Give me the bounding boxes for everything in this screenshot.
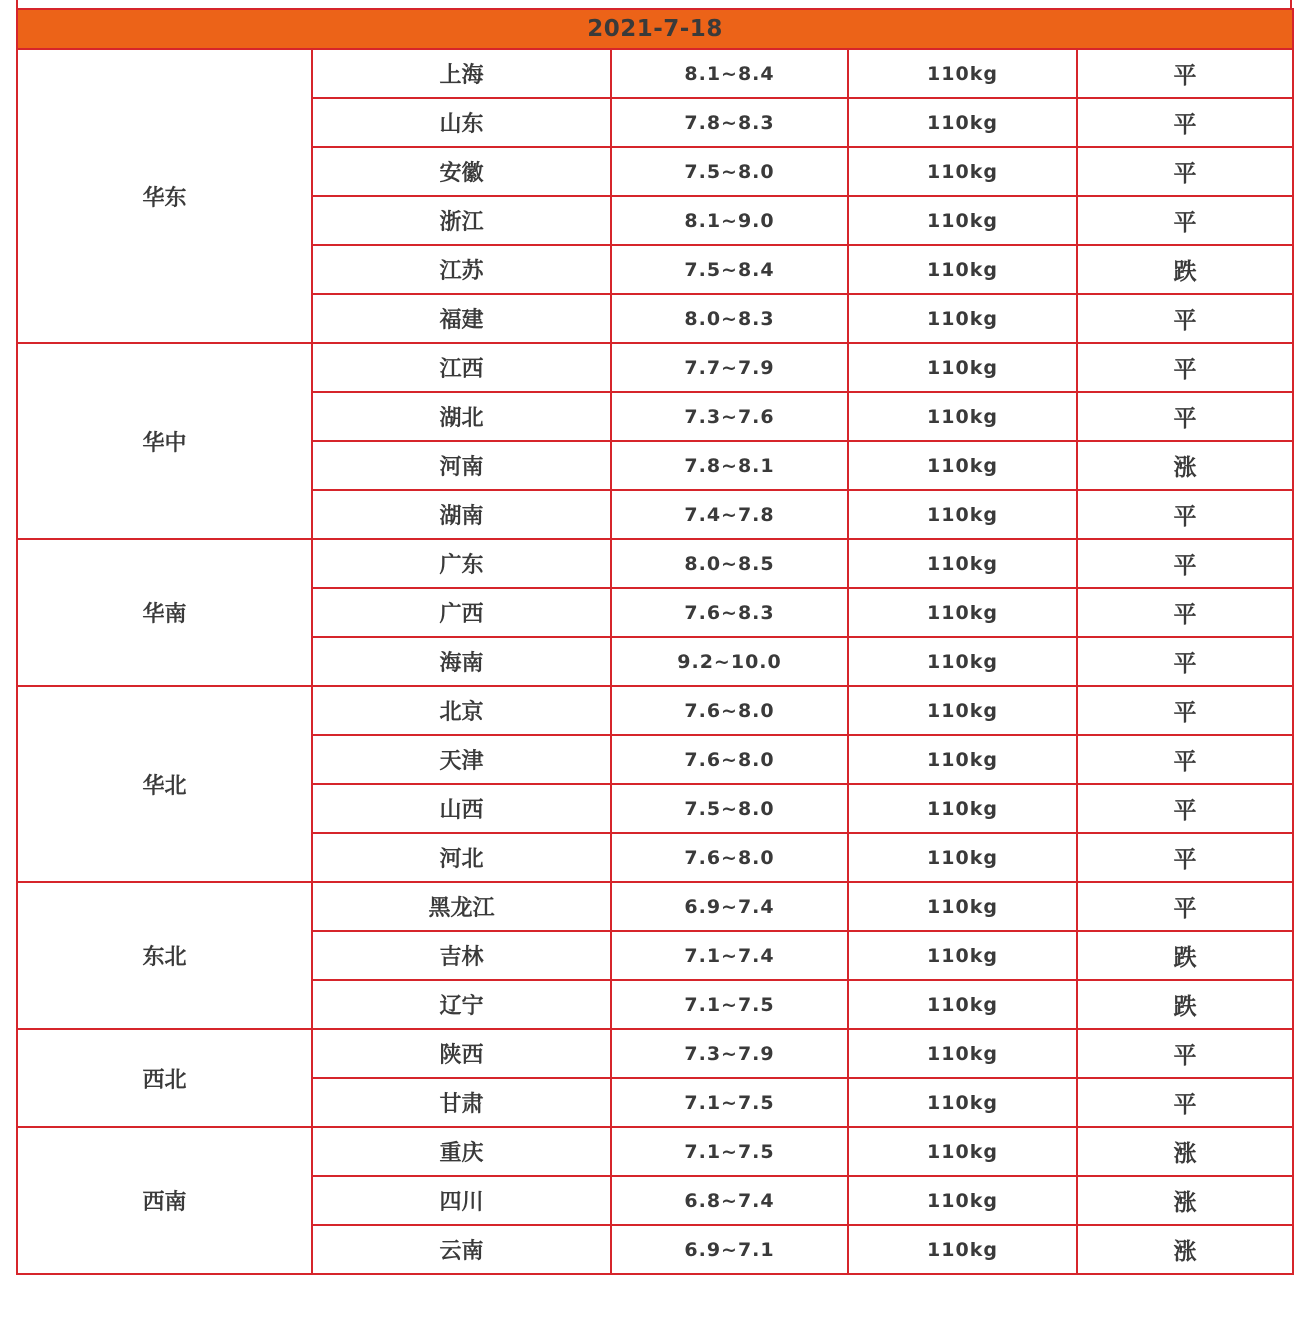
table-row	[17, 882, 1293, 931]
province-cell: 江苏	[312, 245, 611, 294]
price-cell: 6.9~7.1	[611, 1225, 848, 1274]
price-cell: 8.1~8.4	[611, 49, 848, 98]
trend-cell: 平	[1077, 882, 1293, 931]
weight-cell: 110kg	[848, 1078, 1077, 1127]
date-header: 2021-7-18	[17, 9, 1293, 49]
price-cell: 7.1~7.5	[611, 1127, 848, 1176]
weight-cell: 110kg	[848, 98, 1077, 147]
province-cell: 福建	[312, 294, 611, 343]
table-row	[17, 343, 1293, 392]
trend-cell: 平	[1077, 588, 1293, 637]
province-cell: 四川	[312, 1176, 611, 1225]
weight-cell: 110kg	[848, 1225, 1077, 1274]
region-cell: 西北	[17, 1029, 312, 1127]
price-cell: 8.0~8.3	[611, 294, 848, 343]
province-cell: 陕西	[312, 1029, 611, 1078]
trend-cell: 涨	[1077, 1127, 1293, 1176]
trend-cell: 平	[1077, 392, 1293, 441]
weight-cell: 110kg	[848, 196, 1077, 245]
price-cell: 7.5~8.0	[611, 784, 848, 833]
trend-cell: 涨	[1077, 1176, 1293, 1225]
price-cell: 7.6~8.0	[611, 686, 848, 735]
trend-cell: 平	[1077, 735, 1293, 784]
price-cell: 7.8~8.1	[611, 441, 848, 490]
weight-cell: 110kg	[848, 784, 1077, 833]
province-cell: 江西	[312, 343, 611, 392]
table-row	[17, 539, 1293, 588]
price-cell: 7.1~7.5	[611, 1078, 848, 1127]
province-cell: 海南	[312, 637, 611, 686]
price-cell: 8.1~9.0	[611, 196, 848, 245]
province-cell: 山西	[312, 784, 611, 833]
price-cell: 9.2~10.0	[611, 637, 848, 686]
weight-cell: 110kg	[848, 637, 1077, 686]
weight-cell: 110kg	[848, 1029, 1077, 1078]
weight-cell: 110kg	[848, 539, 1077, 588]
trend-cell: 平	[1077, 1078, 1293, 1127]
province-cell: 安徽	[312, 147, 611, 196]
weight-cell: 110kg	[848, 735, 1077, 784]
weight-cell: 110kg	[848, 441, 1077, 490]
price-cell: 6.8~7.4	[611, 1176, 848, 1225]
weight-cell: 110kg	[848, 490, 1077, 539]
table-row	[17, 686, 1293, 735]
price-table	[16, 8, 1294, 1275]
trend-cell: 平	[1077, 1029, 1293, 1078]
trend-cell: 跌	[1077, 980, 1293, 1029]
weight-cell: 110kg	[848, 392, 1077, 441]
trend-cell: 平	[1077, 637, 1293, 686]
price-cell: 7.3~7.6	[611, 392, 848, 441]
weight-cell: 110kg	[848, 931, 1077, 980]
price-cell: 7.5~8.0	[611, 147, 848, 196]
table-row	[17, 49, 1293, 98]
price-cell: 7.6~8.3	[611, 588, 848, 637]
province-cell: 湖南	[312, 490, 611, 539]
price-cell: 7.6~8.0	[611, 735, 848, 784]
province-cell: 黑龙江	[312, 882, 611, 931]
price-cell: 7.3~7.9	[611, 1029, 848, 1078]
price-cell: 7.4~7.8	[611, 490, 848, 539]
table-row	[17, 1029, 1293, 1078]
weight-cell: 110kg	[848, 1127, 1077, 1176]
weight-cell: 110kg	[848, 882, 1077, 931]
weight-cell: 110kg	[848, 686, 1077, 735]
province-cell: 上海	[312, 49, 611, 98]
province-cell: 天津	[312, 735, 611, 784]
province-cell: 山东	[312, 98, 611, 147]
province-cell: 辽宁	[312, 980, 611, 1029]
table-row	[17, 1127, 1293, 1176]
province-cell: 广东	[312, 539, 611, 588]
price-cell: 7.8~8.3	[611, 98, 848, 147]
trend-cell: 平	[1077, 294, 1293, 343]
price-cell: 7.7~7.9	[611, 343, 848, 392]
price-cell: 6.9~7.4	[611, 882, 848, 931]
price-cell: 7.5~8.4	[611, 245, 848, 294]
weight-cell: 110kg	[848, 147, 1077, 196]
weight-cell: 110kg	[848, 294, 1077, 343]
weight-cell: 110kg	[848, 245, 1077, 294]
region-cell: 华中	[17, 343, 312, 539]
weight-cell: 110kg	[848, 49, 1077, 98]
trend-cell: 跌	[1077, 245, 1293, 294]
province-cell: 河北	[312, 833, 611, 882]
price-cell: 7.1~7.5	[611, 980, 848, 1029]
province-cell: 浙江	[312, 196, 611, 245]
province-cell: 重庆	[312, 1127, 611, 1176]
weight-cell: 110kg	[848, 980, 1077, 1029]
weight-cell: 110kg	[848, 588, 1077, 637]
province-cell: 北京	[312, 686, 611, 735]
province-cell: 吉林	[312, 931, 611, 980]
province-cell: 河南	[312, 441, 611, 490]
trend-cell: 平	[1077, 490, 1293, 539]
trend-cell: 涨	[1077, 441, 1293, 490]
trend-cell: 平	[1077, 98, 1293, 147]
price-cell: 7.1~7.4	[611, 931, 848, 980]
region-cell: 西南	[17, 1127, 312, 1274]
trend-cell: 平	[1077, 833, 1293, 882]
trend-cell: 跌	[1077, 931, 1293, 980]
trend-cell: 平	[1077, 343, 1293, 392]
trend-cell: 涨	[1077, 1225, 1293, 1274]
weight-cell: 110kg	[848, 833, 1077, 882]
region-cell: 华南	[17, 539, 312, 686]
province-cell: 广西	[312, 588, 611, 637]
trend-cell: 平	[1077, 196, 1293, 245]
price-cell: 8.0~8.5	[611, 539, 848, 588]
province-cell: 云南	[312, 1225, 611, 1274]
weight-cell: 110kg	[848, 343, 1077, 392]
trend-cell: 平	[1077, 539, 1293, 588]
province-cell: 湖北	[312, 392, 611, 441]
region-cell: 华东	[17, 49, 312, 343]
trend-cell: 平	[1077, 784, 1293, 833]
region-cell: 东北	[17, 882, 312, 1029]
trend-cell: 平	[1077, 49, 1293, 98]
price-cell: 7.6~8.0	[611, 833, 848, 882]
province-cell: 甘肃	[312, 1078, 611, 1127]
trend-cell: 平	[1077, 686, 1293, 735]
trend-cell: 平	[1077, 147, 1293, 196]
weight-cell: 110kg	[848, 1176, 1077, 1225]
region-cell: 华北	[17, 686, 312, 882]
header-row	[17, 9, 1293, 49]
